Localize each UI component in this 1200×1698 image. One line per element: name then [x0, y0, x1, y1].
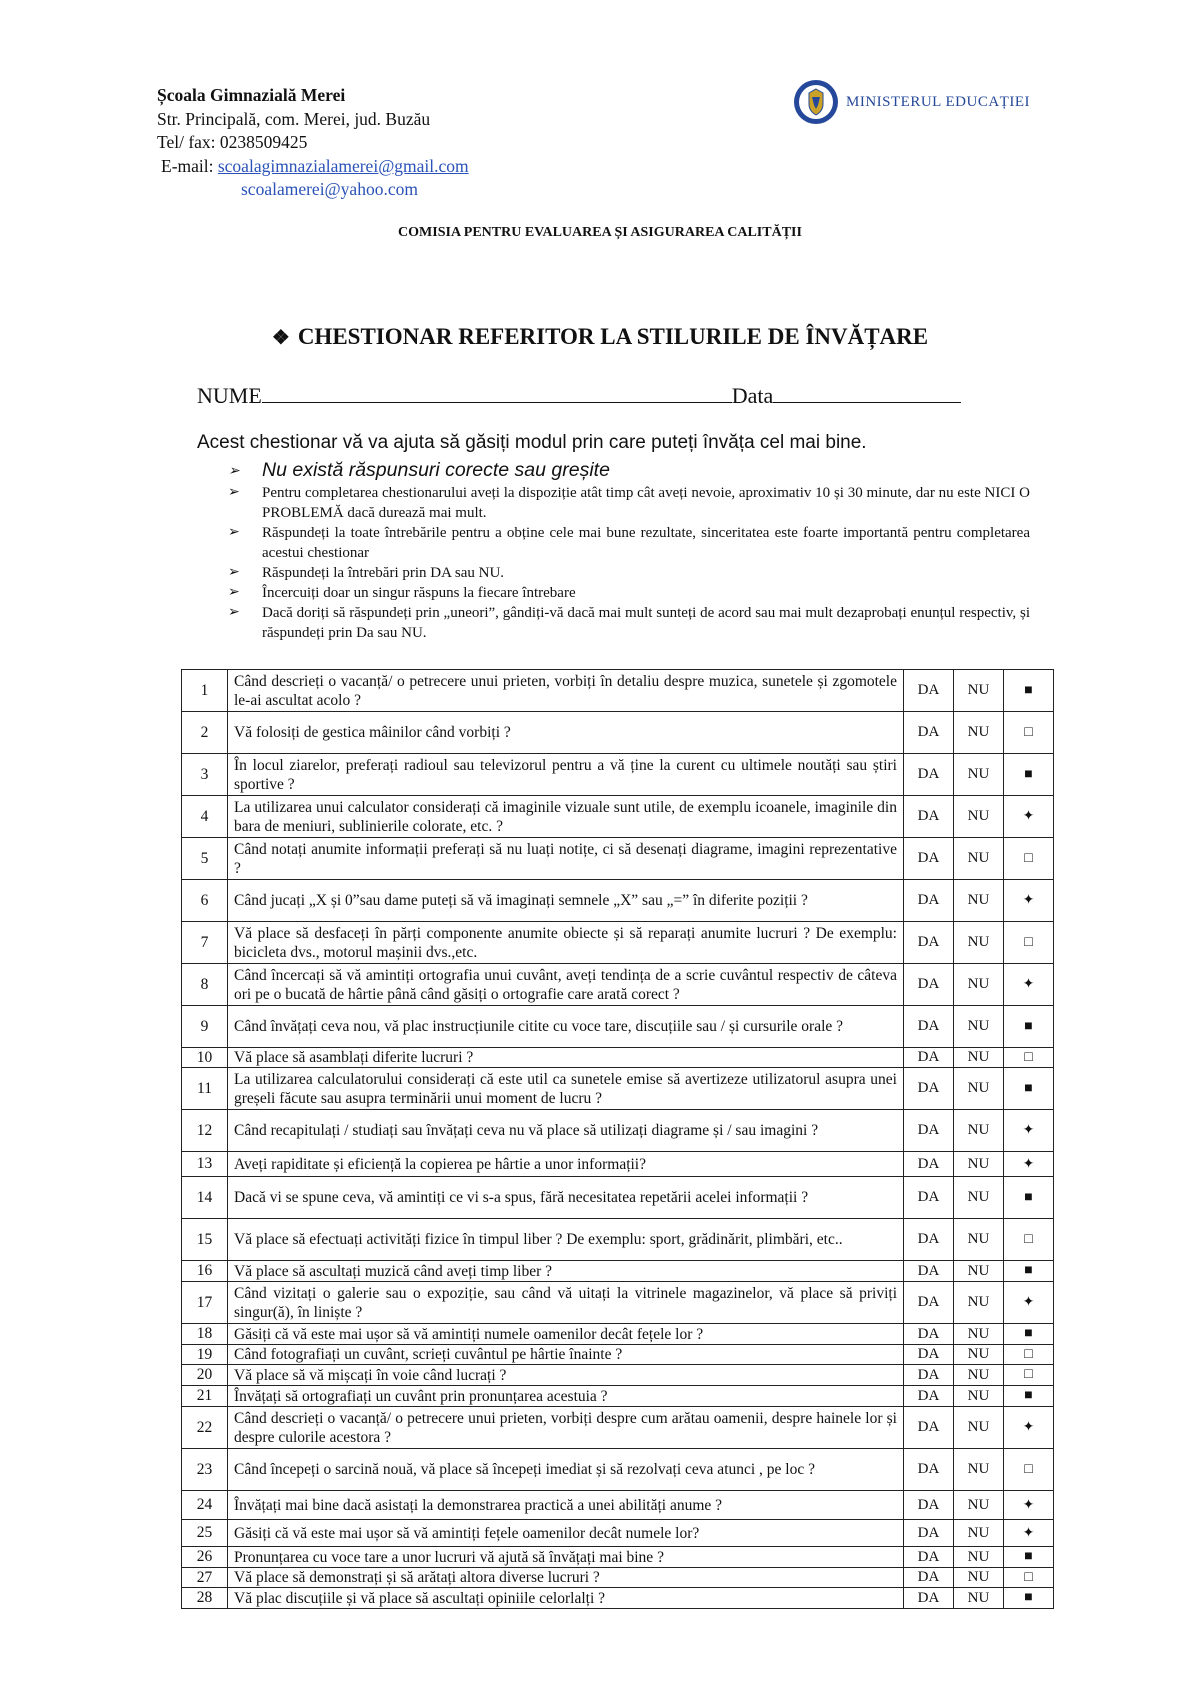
answer-yes[interactable]: DA [904, 1345, 954, 1365]
style-symbol-icon: ✦ [1004, 1520, 1054, 1547]
question-text: La utilizarea calculatorului considerați că este util ca sunetele emise să avertizeze utilizatorul asupra unei greșeli făcute sau asupra terminării unui moment de lucru ? [228, 1068, 904, 1110]
table-row [182, 1449, 1054, 1491]
style-symbol-icon: □ [1004, 1449, 1054, 1491]
table-row [182, 1152, 1054, 1177]
question-text: Vă place să vă mișcați în voie când lucrați ? [228, 1365, 904, 1386]
question-number: 28 [182, 1588, 228, 1609]
questionnaire-table [181, 669, 1054, 1609]
email-link-yahoo[interactable]: scoalamerei@yahoo.com [241, 179, 418, 199]
question-number: 5 [182, 838, 228, 880]
table-row [182, 1491, 1054, 1520]
style-symbol-icon: □ [1004, 1345, 1054, 1365]
table-row [182, 1324, 1054, 1345]
answer-yes[interactable]: DA [904, 1324, 954, 1345]
answer-no[interactable]: NU [954, 1345, 1004, 1365]
email-link-gmail[interactable]: scoalagimnazialamerei@gmail.com [217, 155, 469, 176]
arrow-icon: ➢ [228, 525, 240, 540]
answer-yes[interactable]: DA [904, 1048, 954, 1068]
question-text: Învățați să ortografiați un cuvânt prin pronunțarea acestuia ? [228, 1386, 904, 1407]
answer-no[interactable]: NU [954, 1110, 1004, 1152]
table-row [182, 1219, 1054, 1261]
ministry-logo [792, 78, 1030, 126]
style-symbol-icon: □ [1004, 838, 1054, 880]
style-symbol-icon: ■ [1004, 1324, 1054, 1345]
answer-no[interactable]: NU [954, 1068, 1004, 1110]
question-number: 4 [182, 796, 228, 838]
answer-no[interactable]: NU [954, 1407, 1004, 1449]
arrow-icon: ➢ [228, 605, 240, 620]
question-text: La utilizarea unui calculator considerați că imaginile vizuale sunt utile, de exemplu icoanele, imaginile din bara de meniuri, sublinierile colorate, etc. ? [228, 796, 904, 838]
question-text: Vă place să ascultați muzică când aveți timp liber ? [228, 1261, 904, 1282]
question-number: 15 [182, 1219, 228, 1261]
question-number: 6 [182, 880, 228, 922]
question-number: 9 [182, 1006, 228, 1048]
answer-yes[interactable]: DA [904, 1491, 954, 1520]
question-number: 19 [182, 1345, 228, 1365]
school-name: Școala Gimnazială Merei [157, 85, 346, 105]
name-date-line [197, 382, 961, 409]
style-symbol-icon: □ [1004, 1365, 1054, 1386]
answer-no[interactable]: NU [954, 1386, 1004, 1407]
question-number: 7 [182, 922, 228, 964]
answer-no[interactable]: NU [954, 1177, 1004, 1219]
email-label: E-mail: [161, 155, 214, 176]
table-row [182, 1345, 1054, 1365]
answer-no[interactable]: NU [954, 1588, 1004, 1609]
answer-no[interactable]: NU [954, 1547, 1004, 1568]
style-symbol-icon: ■ [1004, 670, 1054, 712]
answer-no[interactable]: NU [954, 1568, 1004, 1588]
style-symbol-icon: ■ [1004, 1588, 1054, 1609]
answer-yes[interactable]: DA [904, 1407, 954, 1449]
answer-yes[interactable]: DA [904, 1386, 954, 1407]
style-symbol-icon: ✦ [1004, 1152, 1054, 1177]
answer-yes[interactable]: DA [904, 796, 954, 838]
table-row [182, 880, 1054, 922]
question-text: Când descrieți o vacanță/ o petrecere unui prieten, vorbiți despre cum arătau oamenii, despre hainele lor și despre culorile acestora ? [228, 1407, 904, 1449]
instruction-item: ➢ Pentru completarea chestionarului aveți la dispoziție atât timp cât aveți nevoie, aproximativ 10 și 30 minute, dar nu este NICI O PROBLEMĂ dacă durează mai mult. [228, 485, 1030, 521]
email-line [161, 155, 469, 179]
table-row [182, 1568, 1054, 1588]
question-number: 10 [182, 1048, 228, 1068]
question-text: Dacă vi se spune ceva, vă amintiți ce vi s-a spus, fără necesitatea repetării acelei informații ? [228, 1177, 904, 1219]
question-text: Pronunțarea cu voce tare a unor lucruri vă ajută să învățați mai bine ? [228, 1547, 904, 1568]
answer-yes[interactable]: DA [904, 1449, 954, 1491]
table-row [182, 922, 1054, 964]
answer-no[interactable]: NU [954, 1219, 1004, 1261]
table-row [182, 1386, 1054, 1407]
school-header [157, 84, 469, 202]
table-row [182, 754, 1054, 796]
table-row [182, 1177, 1054, 1219]
question-number: 8 [182, 964, 228, 1006]
style-symbol-icon: ✦ [1004, 1407, 1054, 1449]
question-number: 23 [182, 1449, 228, 1491]
style-symbol-icon: ✦ [1004, 1491, 1054, 1520]
question-number: 13 [182, 1152, 228, 1177]
answer-no[interactable]: NU [954, 1491, 1004, 1520]
answer-no[interactable]: NU [954, 964, 1004, 1006]
answer-yes[interactable]: DA [904, 1261, 954, 1282]
question-number: 20 [182, 1365, 228, 1386]
name-label: NUME [197, 383, 262, 408]
table-row [182, 1282, 1054, 1324]
arrow-icon: ➢ [228, 485, 240, 500]
answer-yes[interactable]: DA [904, 1068, 954, 1110]
style-symbol-icon: ■ [1004, 1006, 1054, 1048]
style-symbol-icon: ■ [1004, 1068, 1054, 1110]
instruction-item: ➢ Încercuiți doar un singur răspuns la fiecare întrebare [228, 585, 576, 601]
question-text: Vă place să desfaceți în părți componente anumite obiecte și să reparați anumite lucruri ? De exemplu: bicicleta dvs., motorul mașinii dvs.,etc. [228, 922, 904, 964]
question-number: 2 [182, 712, 228, 754]
instruction-item: ➢ Răspundeți la întrebări prin DA sau NU. [228, 565, 505, 581]
table-row [182, 1365, 1054, 1386]
question-text: Aveți rapiditate și eficiență la copierea pe hârtie a unor informații? [228, 1152, 904, 1177]
style-symbol-icon: □ [1004, 922, 1054, 964]
instruction-item: ➢ Răspundeți la toate întrebările pentru a obține cele mai bune rezultate, sinceritatea este foarte importantă pentru completarea acestui chestionar [228, 525, 1030, 561]
answer-yes[interactable]: DA [904, 1152, 954, 1177]
style-symbol-icon: □ [1004, 1219, 1054, 1261]
question-number: 3 [182, 754, 228, 796]
table-row [182, 1407, 1054, 1449]
style-symbol-icon: ✦ [1004, 880, 1054, 922]
style-symbol-icon: ■ [1004, 1386, 1054, 1407]
instructions-list [228, 458, 1030, 643]
diamond-bullet-icon: ❖ [271, 327, 290, 349]
date-field[interactable] [773, 382, 961, 403]
style-symbol-icon: ✦ [1004, 1110, 1054, 1152]
style-symbol-icon: ■ [1004, 754, 1054, 796]
question-text: Când vizitați o galerie sau o expoziție, sau când vă uitați la vitrinele magazinelor, vă place să priviți singur(ă), în liniște ? [228, 1282, 904, 1324]
style-symbol-icon: ✦ [1004, 964, 1054, 1006]
table-row [182, 838, 1054, 880]
table-row [182, 964, 1054, 1006]
question-number: 1 [182, 670, 228, 712]
question-text: Când începeți o sarcină nouă, vă place să începeți imediat și să rezolvați ceva atunci , pe loc ? [228, 1449, 904, 1491]
table-row [182, 712, 1054, 754]
question-text: Când fotografiați un cuvânt, scrieți cuvântul pe hârtie înainte ? [228, 1345, 904, 1365]
question-number: 14 [182, 1177, 228, 1219]
style-symbol-icon: □ [1004, 1048, 1054, 1068]
answer-yes[interactable]: DA [904, 754, 954, 796]
table-row [182, 1588, 1054, 1609]
table-row [182, 1068, 1054, 1110]
answer-yes[interactable]: DA [904, 922, 954, 964]
arrow-icon: ➢ [228, 565, 240, 580]
question-number: 12 [182, 1110, 228, 1152]
commission-title: COMISIA PENTRU EVALUAREA ȘI ASIGURAREA CALITĂȚII [398, 225, 802, 240]
answer-no[interactable]: NU [954, 922, 1004, 964]
question-number: 24 [182, 1491, 228, 1520]
question-number: 18 [182, 1324, 228, 1345]
question-number: 11 [182, 1068, 228, 1110]
table-row [182, 1110, 1054, 1152]
answer-no[interactable]: NU [954, 880, 1004, 922]
question-number: 16 [182, 1261, 228, 1282]
answer-no[interactable]: NU [954, 1006, 1004, 1048]
answer-no[interactable]: NU [954, 1282, 1004, 1324]
question-text: Vă place să efectuați activități fizice în timpul liber ? De exemplu: sport, grădinărit, plimbări, etc.. [228, 1219, 904, 1261]
answer-no[interactable]: NU [954, 838, 1004, 880]
answer-yes[interactable]: DA [904, 880, 954, 922]
style-symbol-icon: ✦ [1004, 796, 1054, 838]
question-number: 17 [182, 1282, 228, 1324]
answer-no[interactable]: NU [954, 1520, 1004, 1547]
table-row [182, 796, 1054, 838]
answer-yes[interactable]: DA [904, 838, 954, 880]
arrow-icon: ➢ [228, 462, 240, 478]
answer-no[interactable]: NU [954, 754, 1004, 796]
table-row [182, 1261, 1054, 1282]
question-text: Când recapitulați / studiați sau învățați ceva nu vă place să utilizați diagrame și / sau imagini ? [228, 1110, 904, 1152]
answer-yes[interactable]: DA [904, 1365, 954, 1386]
question-text: Vă place să demonstrați și să arătați altora diverse lucruri ? [228, 1568, 904, 1588]
question-text: Învățați mai bine dacă asistați la demonstrarea practică a unei abilități anume ? [228, 1491, 904, 1520]
answer-yes[interactable]: DA [904, 670, 954, 712]
table-row [182, 1547, 1054, 1568]
table-row [182, 1048, 1054, 1068]
question-text: Când jucați „X și 0”sau dame puteți să vă imaginați semnele „X” sau „=” în diferite poziții ? [228, 880, 904, 922]
question-text: Găsiți că vă este mai ușor să vă amintiți numele oamenilor decât fețele lor ? [228, 1324, 904, 1345]
arrow-icon: ➢ [228, 585, 240, 600]
table-row [182, 1520, 1054, 1547]
instruction-item: ➢ Dacă doriți să răspundeți prin „uneori”, gândiți-vă dacă mai mult sunteți de acord sau mai mult dezaprobați enunțul respectiv, și răspundeți prin Da sau NU. [228, 605, 1030, 641]
question-text: Când încercați să vă amintiți ortografia unui cuvânt, aveți tendința de a scrie cuvântul respectiv de câteva ori pe o bucată de hârtie până când găsiți o ortografie care arată corect ? [228, 964, 904, 1006]
answer-no[interactable]: NU [954, 1261, 1004, 1282]
name-field[interactable] [262, 382, 732, 403]
answer-yes[interactable]: DA [904, 1520, 954, 1547]
answer-yes[interactable]: DA [904, 712, 954, 754]
school-address: Str. Principală, com. Merei, jud. Buzău [157, 108, 431, 129]
question-text: Când descrieți o vacanță/ o petrecere unui prieten, vorbiți în detaliu despre muzica, sunetele și zgomotele le-ai ascultat acolo ? [228, 670, 904, 712]
question-number: 21 [182, 1386, 228, 1407]
answer-yes[interactable]: DA [904, 1282, 954, 1324]
date-label: Data [731, 383, 774, 408]
answer-no[interactable]: NU [954, 1365, 1004, 1386]
style-symbol-icon: ✦ [1004, 1282, 1054, 1324]
intro-text: Acest chestionar vă va ajuta să găsiți modul prin care puteți învăța cel mai bine. [197, 432, 867, 453]
answer-yes[interactable]: DA [904, 1588, 954, 1609]
question-number: 27 [182, 1568, 228, 1588]
question-number: 26 [182, 1547, 228, 1568]
answer-no[interactable]: NU [954, 1048, 1004, 1068]
answer-no[interactable]: NU [954, 796, 1004, 838]
question-text: În locul ziarelor, preferați radioul sau televizorul pentru a vă ține la curent cu ultimele noutăți sau știri sportive ? [228, 754, 904, 796]
question-number: 22 [182, 1407, 228, 1449]
question-number: 25 [182, 1520, 228, 1547]
answer-no[interactable]: NU [954, 1152, 1004, 1177]
instruction-item: ➢ Nu există răspunsuri corecte sau greșite [228, 459, 610, 481]
answer-yes[interactable]: DA [904, 1110, 954, 1152]
style-symbol-icon: □ [1004, 712, 1054, 754]
question-text: Găsiți că vă este mai ușor să vă amintiți fețele oamenilor decât numele lor? [228, 1520, 904, 1547]
answer-no[interactable]: NU [954, 1324, 1004, 1345]
ministry-name: MINISTERUL EDUCAȚIEI [846, 93, 1031, 110]
school-phone: Tel/ fax: 0238509425 [157, 132, 308, 152]
page-title [0, 324, 1200, 350]
ministry-crest-icon [792, 78, 840, 126]
question-text: Când învățați ceva nou, vă plac instrucțiunile citite cu voce tare, discuțiile sau / și cursurile orale ? [228, 1006, 904, 1048]
title-text: CHESTIONAR REFERITOR LA STILURILE DE ÎNVĂȚARE [297, 324, 929, 349]
style-symbol-icon: ■ [1004, 1261, 1054, 1282]
style-symbol-icon: □ [1004, 1568, 1054, 1588]
answer-yes[interactable]: DA [904, 1219, 954, 1261]
question-text: Vă folosiți de gestica mâinilor când vorbiți ? [228, 712, 904, 754]
answer-yes[interactable]: DA [904, 1006, 954, 1048]
answer-no[interactable]: NU [954, 670, 1004, 712]
question-text: Vă plac discuțiile și vă place să ascultați opiniile celorlalți ? [228, 1588, 904, 1609]
answer-no[interactable]: NU [954, 1449, 1004, 1491]
answer-yes[interactable]: DA [904, 1177, 954, 1219]
question-text: Vă place să asamblați diferite lucruri ? [228, 1048, 904, 1068]
table-row [182, 1006, 1054, 1048]
answer-no[interactable]: NU [954, 712, 1004, 754]
answer-yes[interactable]: DA [904, 1547, 954, 1568]
style-symbol-icon: ■ [1004, 1547, 1054, 1568]
table-row [182, 670, 1054, 712]
answer-yes[interactable]: DA [904, 964, 954, 1006]
style-symbol-icon: ■ [1004, 1177, 1054, 1219]
answer-yes[interactable]: DA [904, 1568, 954, 1588]
question-text: Când notați anumite informații preferați să nu luați notițe, ci să desenați diagrame, imagini reprezentative ? [228, 838, 904, 880]
